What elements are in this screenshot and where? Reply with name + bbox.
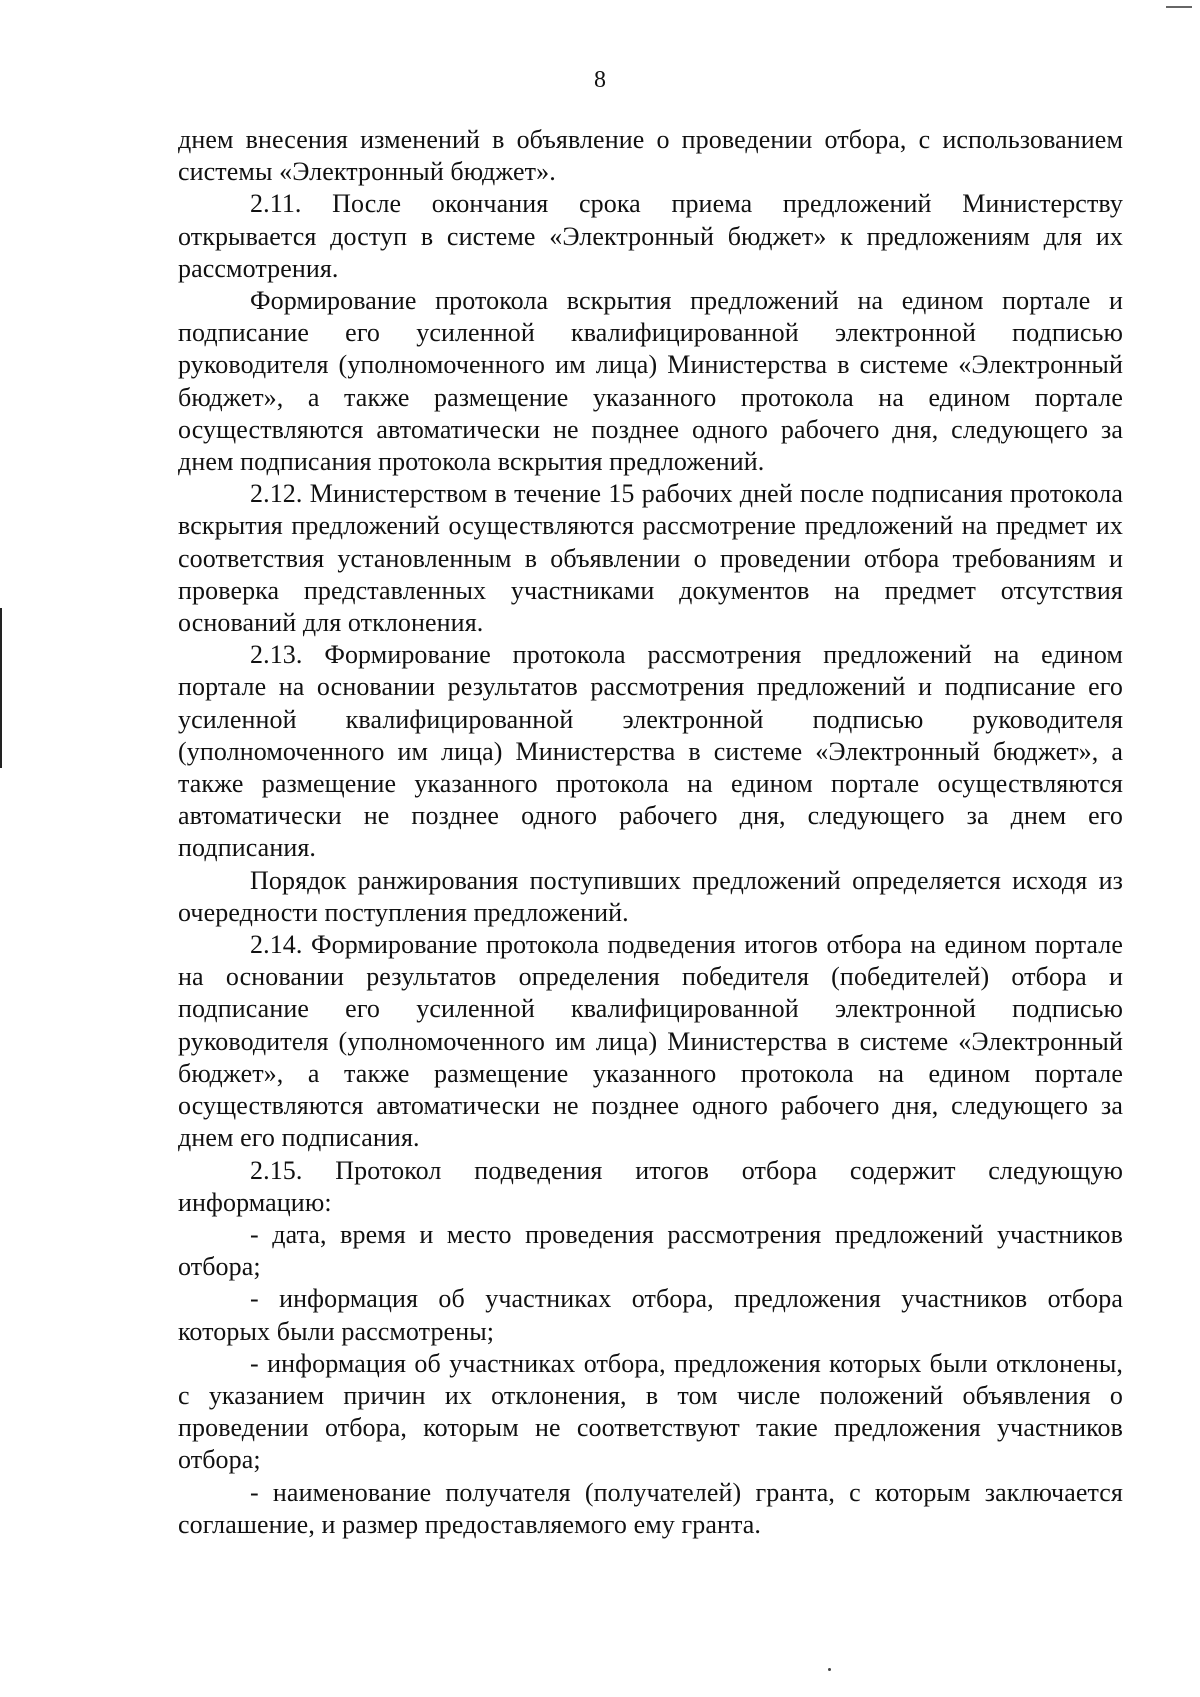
paragraph-ranking-order: Порядок ранжирования поступивших предложений определяется исходя из очередности поступления предложений.	[178, 865, 1123, 927]
paragraph-2-15: 2.15. Протокол подведения итогов отбора содержит следующую информацию:	[178, 1155, 1123, 1217]
paragraph-opening-protocol: Формирование протокола вскрытия предложений на едином портале и подписание его усиленной квалифицированной электронной подписью руководителя (уполномоченного им лица) Министерства в системе «Электронный бюджет», а также размещение указанного протокола на едином портале осуществляются автоматически не позднее одного рабочего дня, следующего за днем подписания протокола вскрытия предложений.	[178, 286, 1123, 477]
paragraph-2-12: 2.12. Министерством в течение 15 рабочих дней после подписания протокола вскрытия предложений осуществляются рассмотрение предложений на предмет их соответствия установленным в объявлении о проведении отбора требованиям и проверка представленных участниками документов на предмет отсутствия оснований для отклонения.	[178, 479, 1123, 638]
paragraph-2-11: 2.11. После окончания срока приема предложений Министерству открывается доступ в системе «Электронный бюджет» к предложениям для их рассмотрения.	[178, 189, 1123, 283]
paragraph-2-13: 2.13. Формирование протокола рассмотрения предложений на едином портале на основании результатов рассмотрения предложений и подписание его усиленной квалифицированной электронной подписью руководителя (уполномоченного им лица) Министерства в системе «Электронный бюджет», а также размещение указанного протокола на едином портале осуществляются автоматически не позднее одного рабочего дня, следующего за днем его подписания.	[178, 640, 1123, 863]
list-item-rejected-participants: - информация об участниках отбора, предложения которых были отклонены, с указанием причин их отклонения, в том числе положений объявления о проведении отбора, которым не соответствуют такие предложения участников отбора;	[178, 1348, 1123, 1475]
paragraph-2-14: 2.14. Формирование протокола подведения итогов отбора на едином портале на основании результатов определения победителя (победителей) отбора и подписание его усиленной квалифицированной электронной подписью руководителя (уполномоченного им лица) Министерства в системе «Электронный бюджет», а также размещение указанного протокола на едином портале осуществляются автоматически не позднее одного рабочего дня, следующего за днем его подписания.	[178, 930, 1123, 1153]
list-item-grant-recipient: - наименование получателя (получателей) гранта, с которым заключается соглашение, и размер предоставляемого ему гранта.	[178, 1477, 1123, 1539]
scan-edge-mark	[0, 608, 2, 768]
page-number: 8	[594, 67, 606, 93]
scan-speck	[828, 1668, 831, 1671]
paragraph-continuation: днем внесения изменений в объявление о проведении отбора, с использованием системы «Электронный бюджет».	[178, 125, 1123, 187]
list-item-reviewed-participants: - информация об участниках отбора, предложения участников отбора которых были рассмотрены;	[178, 1284, 1123, 1346]
list-item-date-time-place: - дата, время и место проведения рассмотрения предложений участников отбора;	[178, 1219, 1123, 1282]
scan-artifact-mark	[1166, 6, 1192, 8]
document-body	[178, 124, 1123, 1541]
